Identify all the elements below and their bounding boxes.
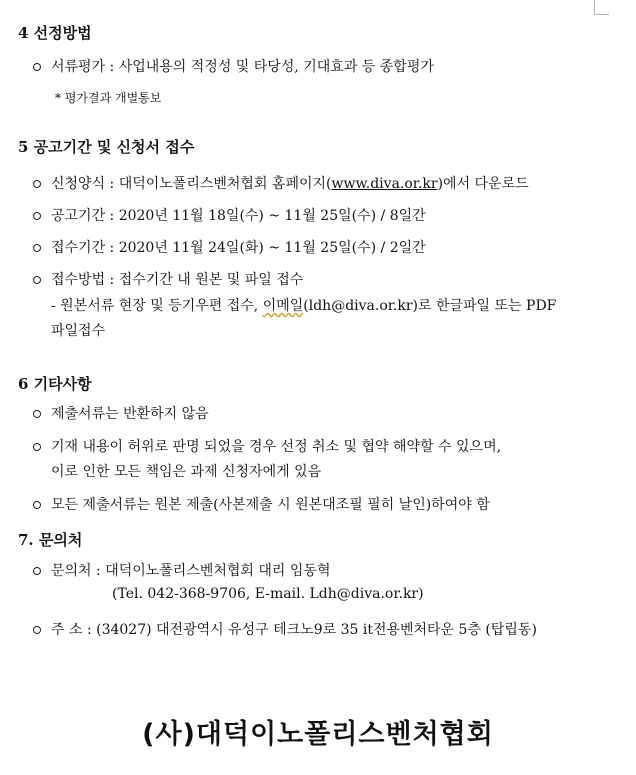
email-word: 이메일 xyxy=(262,298,304,314)
bullet-icon xyxy=(33,276,41,284)
application-form-suffix: )에서 다운로드 xyxy=(437,176,529,192)
submission-method-suffix: (ldh@diva.or.kr)로 한글파일 또는 PDF xyxy=(303,298,557,314)
bullet-icon xyxy=(33,626,41,634)
section-5-item-2: 공고기간 : 2020년 11월 18일(수) ~ 11월 25일(수) / 8일간 xyxy=(51,208,426,224)
bullet-icon xyxy=(33,410,41,418)
section-5-item-4-sub xyxy=(51,295,556,315)
bullet-icon xyxy=(33,443,41,451)
section-6-item-2: 기재 내용이 허위로 판명 되었을 경우 선정 취소 및 협약 해약할 수 있으며, xyxy=(51,439,502,455)
section-6-item-3: 모든 제출서류는 원본 제출(사본제출 시 원본대조필 필히 날인)하여야 함 xyxy=(51,497,490,513)
section-6-item-2-line2: 이로 인한 모든 책임은 과제 신청자에게 있음 xyxy=(51,464,322,480)
section-6-heading: 6 기타사항 xyxy=(18,375,92,393)
section-7-contact: (Tel. 042-368-9706, E-mail. Ldh@diva.or.kr) xyxy=(112,586,424,602)
section-7-item-2: 주 소 : (34027) 대전광역시 유성구 테크노9로 35 it전용벤처타운 5층 (탑립동) xyxy=(51,622,537,638)
submission-method-text: - 원본서류 현장 및 등기우편 접수, xyxy=(51,298,263,314)
bullet-icon xyxy=(33,501,41,509)
bullet-icon xyxy=(33,180,41,188)
section-7-item-1: 문의처 : 대덕이노폴리스벤처협회 대리 임동혁 xyxy=(51,563,331,579)
bullet-icon xyxy=(33,244,41,252)
section-4-note: * 평가결과 개별통보 xyxy=(55,91,162,105)
bullet-icon xyxy=(33,63,41,71)
website-link[interactable]: www.diva.or.kr xyxy=(331,176,438,192)
section-7-heading: 7. 문의처 xyxy=(18,531,83,549)
section-5-item-3: 접수기간 : 2020년 11월 24일(화) ~ 11월 25일(수) / 2일간 xyxy=(51,240,426,256)
section-4-item-1: 서류평가 : 사업내용의 적정성 및 타당성, 기대효과 등 종합평가 xyxy=(51,59,434,75)
application-form-text: 신청양식 : 대덕이노폴리스벤처협회 홈페이지( xyxy=(51,176,332,192)
section-4-heading: 4 선정방법 xyxy=(18,24,92,42)
section-5-item-4: 접수방법 : 접수기간 내 원본 및 파일 접수 xyxy=(51,272,304,288)
organization-name: (사)대덕이노폴리스벤처협회 xyxy=(142,719,494,750)
section-5-item-4-sub-line2: 파일접수 xyxy=(51,323,106,339)
section-5-item-1 xyxy=(51,173,529,193)
section-6-item-1: 제출서류는 반환하지 않음 xyxy=(51,406,209,422)
section-5-heading: 5 공고기간 및 신청서 접수 xyxy=(18,138,195,156)
bullet-icon xyxy=(33,212,41,220)
bullet-icon xyxy=(33,567,41,575)
crop-mark xyxy=(594,0,609,15)
